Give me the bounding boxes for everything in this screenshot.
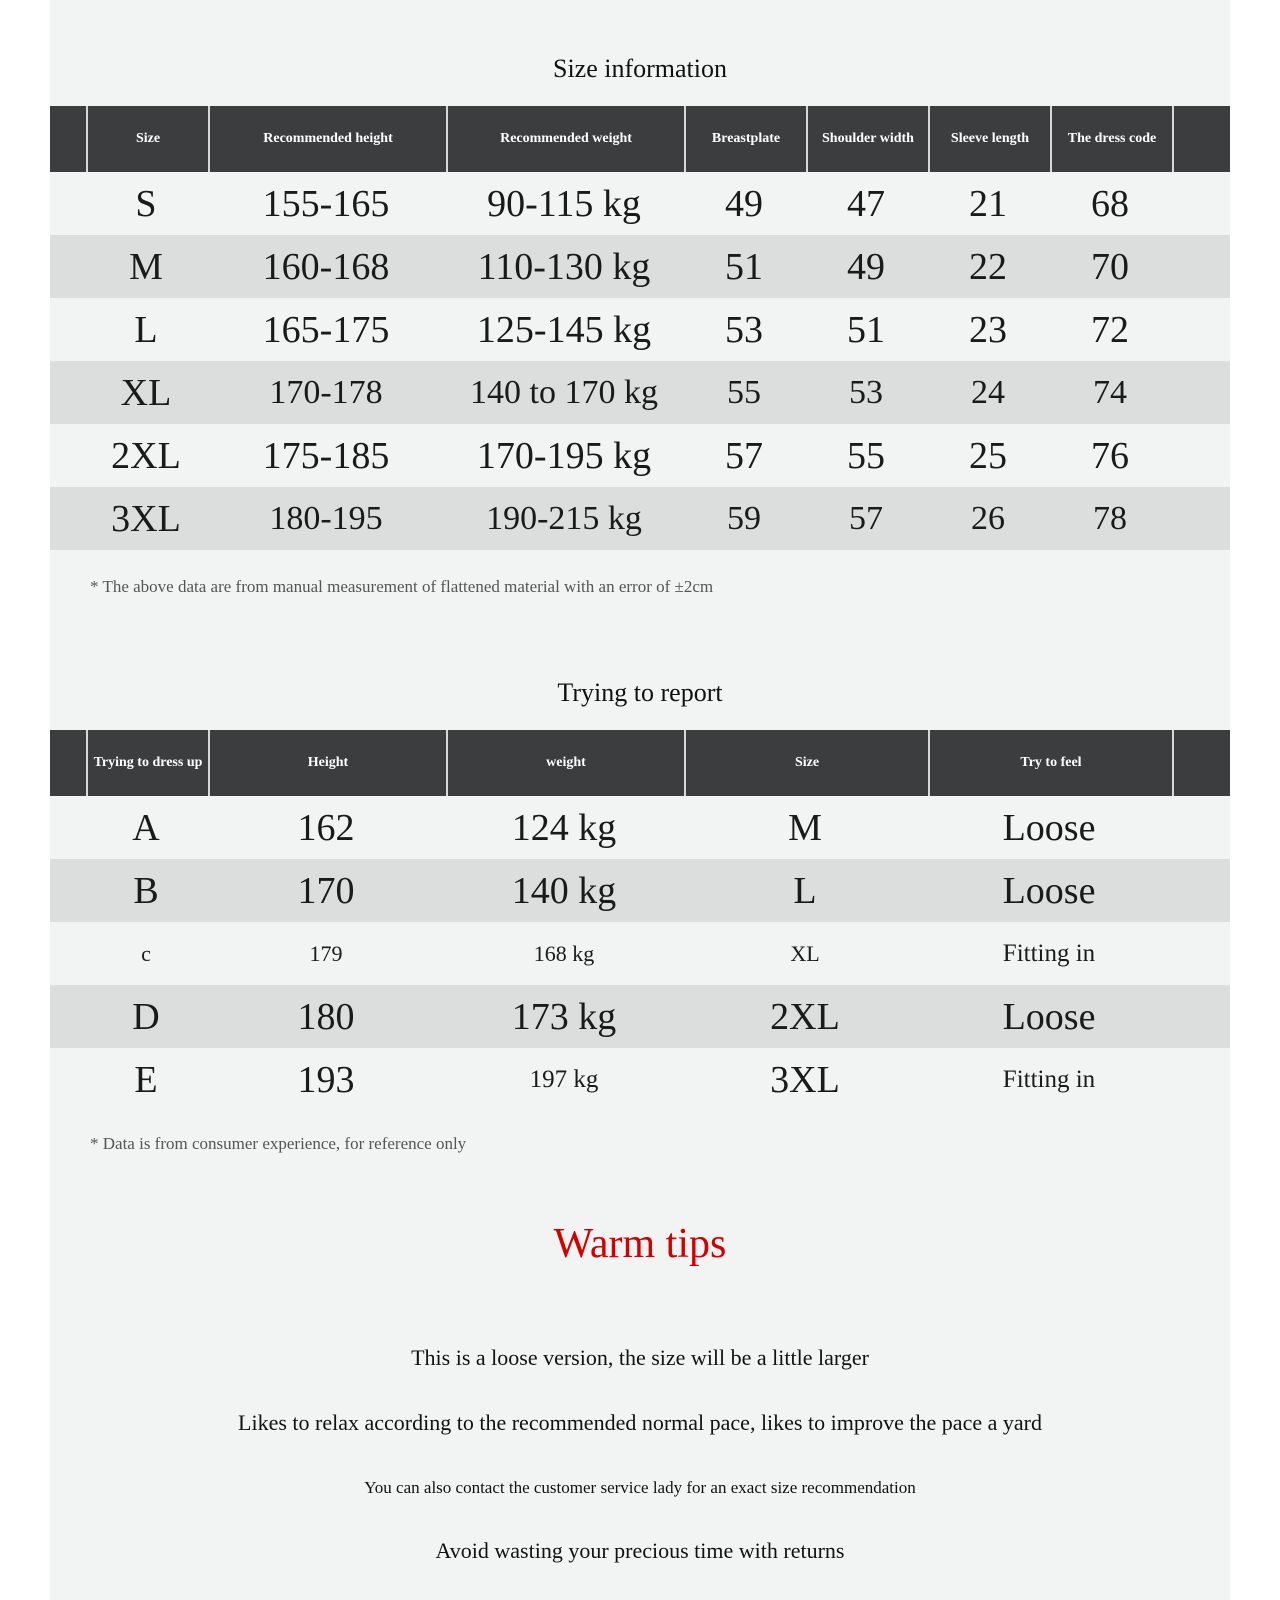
size-table-header — [50, 106, 1230, 172]
col-sleeve-length: Sleeve length — [928, 106, 1050, 172]
cell-size: 3XL — [111, 497, 181, 540]
try-report-title: Trying to report — [557, 678, 723, 707]
tip-line-2: Likes to relax according to the recommended normal pace, likes to improve the pace a yard — [238, 1410, 1042, 1435]
col-recommended-weight: Recommended weight — [446, 106, 684, 172]
cell-sleeve: 25 — [969, 434, 1007, 477]
cell-size: XL — [120, 371, 172, 414]
col-tryer: Trying to dress up — [86, 730, 208, 796]
cell-weight: 140 kg — [511, 869, 617, 912]
cell-weight: 197 kg — [529, 1065, 599, 1093]
size-info-title: Size information — [552, 54, 727, 83]
cell-height: 180-195 — [269, 499, 383, 537]
col-shoulder-width: Shoulder width — [806, 106, 928, 172]
cell-shoulder: 53 — [849, 373, 883, 411]
cell-feel: Fitting in — [1002, 939, 1096, 967]
cell-tryer: B — [133, 869, 159, 912]
cell-dress-code: 78 — [1093, 499, 1127, 537]
cell-height: 170 — [297, 869, 355, 912]
size-row-2xl — [50, 424, 1230, 487]
cell-sleeve: 22 — [969, 245, 1007, 288]
try-row-a — [50, 796, 1230, 859]
cell-height: 165-175 — [262, 308, 390, 351]
size-row-3xl — [50, 487, 1230, 550]
size-row-m — [50, 235, 1230, 298]
try-report-note: * Data is from consumer experience, for reference only — [90, 1134, 467, 1153]
cell-breastplate: 55 — [727, 373, 761, 411]
cell-shoulder: 57 — [849, 499, 883, 537]
cell-weight: 110-130 kg — [477, 245, 651, 288]
warm-tips-title: Warm tips — [553, 1221, 727, 1267]
cell-sleeve: 24 — [971, 373, 1005, 411]
cell-shoulder: 51 — [847, 308, 885, 351]
cell-size: 2XL — [111, 434, 181, 477]
size-info-note: * The above data are from manual measurement of flattened material with an error of ±2cm — [90, 577, 714, 596]
cell-size: L — [793, 869, 817, 912]
cell-tryer: c — [141, 940, 151, 966]
size-row-l — [50, 298, 1230, 361]
cell-tryer: A — [132, 806, 160, 849]
cell-sleeve: 26 — [971, 499, 1005, 537]
size-row-s — [50, 172, 1230, 235]
cell-sleeve: 23 — [969, 308, 1007, 351]
cell-breastplate: 57 — [725, 434, 763, 477]
cell-size: 2XL — [770, 995, 840, 1038]
tip-line-3: You can also contact the customer service lady for an exact size recommendation — [364, 1478, 916, 1497]
try-table-header — [50, 730, 1230, 796]
try-row-c — [50, 922, 1230, 985]
cell-feel: Loose — [1002, 869, 1096, 912]
cell-breastplate: 51 — [725, 245, 763, 288]
cell-height: 160-168 — [262, 245, 390, 288]
cell-shoulder: 47 — [847, 182, 885, 225]
cell-height: 180 — [297, 995, 355, 1038]
col-height: Height — [208, 730, 446, 796]
col-breastplate: Breastplate — [684, 106, 806, 172]
cell-feel: Fitting in — [1002, 1065, 1096, 1093]
cell-shoulder: 55 — [847, 434, 885, 477]
cell-breastplate: 59 — [727, 499, 761, 537]
cell-sleeve: 21 — [969, 182, 1007, 225]
try-row-d — [50, 985, 1230, 1048]
cell-feel: Loose — [1002, 806, 1096, 849]
cell-height: 155-165 — [262, 182, 390, 225]
cell-weight: 140 to 170 kg — [470, 373, 658, 411]
cell-breastplate: 49 — [725, 182, 763, 225]
cell-size: S — [135, 182, 157, 225]
cell-tryer: E — [134, 1058, 158, 1101]
cell-height: 179 — [309, 940, 343, 966]
cell-feel: Loose — [1002, 995, 1096, 1038]
cell-weight: 173 kg — [511, 995, 617, 1038]
col-dress-code: The dress code — [1050, 106, 1174, 172]
col-size: Size — [684, 730, 928, 796]
cell-dress-code: 70 — [1091, 245, 1129, 288]
cell-weight: 90-115 kg — [487, 182, 641, 225]
cell-height: 175-185 — [262, 434, 390, 477]
size-row-xl — [50, 361, 1230, 424]
cell-height: 162 — [297, 806, 355, 849]
cell-size: XL — [790, 940, 820, 966]
col-try-feel: Try to feel — [928, 730, 1174, 796]
cell-weight: 125-145 kg — [476, 308, 652, 351]
col-weight: weight — [446, 730, 684, 796]
cell-weight: 168 kg — [533, 940, 595, 966]
size-chart-panel — [50, 0, 1230, 1600]
col-size: Size — [86, 106, 208, 172]
cell-shoulder: 49 — [847, 245, 885, 288]
cell-weight: 170-195 kg — [476, 434, 652, 477]
cell-height: 170-178 — [269, 373, 383, 411]
cell-weight: 190-215 kg — [486, 499, 642, 537]
col-recommended-height: Recommended height — [208, 106, 446, 172]
cell-size: M — [129, 245, 163, 288]
cell-weight: 124 kg — [511, 806, 617, 849]
try-row-e — [50, 1048, 1230, 1111]
cell-size: M — [788, 806, 822, 849]
tip-line-1: This is a loose version, the size will be a little larger — [411, 1345, 869, 1370]
cell-size: 3XL — [770, 1058, 840, 1101]
cell-breastplate: 53 — [725, 308, 763, 351]
cell-size: L — [134, 308, 158, 351]
cell-dress-code: 74 — [1093, 373, 1127, 411]
cell-dress-code: 76 — [1091, 434, 1129, 477]
cell-dress-code: 68 — [1091, 182, 1129, 225]
cell-dress-code: 72 — [1091, 308, 1129, 351]
try-row-b — [50, 859, 1230, 922]
cell-tryer: D — [132, 995, 160, 1038]
cell-height: 193 — [297, 1058, 355, 1101]
tip-line-4: Avoid wasting your precious time with returns — [435, 1538, 845, 1563]
